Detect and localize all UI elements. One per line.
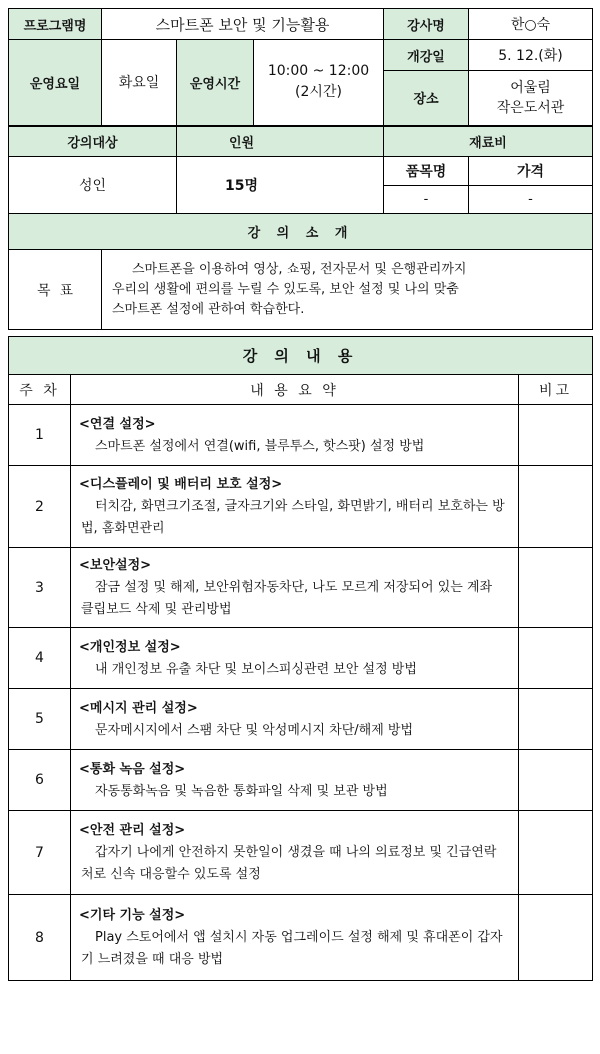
item-label: 품목명 <box>384 157 469 186</box>
topic-desc: 내 개인정보 유출 차단 및 보이스피싱관련 보안 설정 방법 <box>95 661 417 677</box>
goal-label: 목 표 <box>9 250 102 330</box>
summary-cell <box>71 811 519 895</box>
week-number: 2 <box>9 466 71 548</box>
table-row <box>9 466 593 548</box>
time-label: 운영시간 <box>177 40 254 126</box>
price-value: - <box>469 186 593 214</box>
week-number: 3 <box>9 548 71 628</box>
topic-title: <통화 녹음 설정> <box>79 761 186 777</box>
note-cell <box>519 466 593 548</box>
topic-desc: 자동통화녹음 및 녹음한 통화파일 삭제 및 보관 방법 <box>95 783 388 799</box>
program-label: 프로그램명 <box>9 9 102 40</box>
table-row <box>9 548 593 628</box>
program-value: 스마트폰 보안 및 기능활용 <box>102 9 384 40</box>
table-row <box>9 628 593 689</box>
topic-desc: 잠금 설정 및 해제, 보안위험자동차단, 나도 모르게 저장되어 있는 계좌 클립보드 삭제 및 관리방법 <box>81 580 493 617</box>
col-summary-header: 내 용 요 약 <box>71 375 519 405</box>
table-row <box>9 689 593 750</box>
col-week-header: 주 차 <box>9 375 71 405</box>
week-number: 6 <box>9 750 71 811</box>
summary-cell <box>71 895 519 981</box>
goal-text <box>102 250 593 330</box>
intro-section-title: 강 의 소 개 <box>9 214 593 250</box>
day-value: 화요일 <box>102 40 177 126</box>
topic-desc: 스마트폰 설정에서 연결(wifi, 블루투스, 핫스팟) 설정 방법 <box>95 438 425 454</box>
summary-cell <box>71 548 519 628</box>
instructor-label: 강사명 <box>384 9 469 40</box>
note-cell <box>519 689 593 750</box>
topic-desc: 갑자기 나에게 안전하지 못한일이 생겼을 때 나의 의료정보 및 긴급연락처로 신속 대응할수 있도록 설정 <box>81 845 497 882</box>
instructor-value: 한○숙 <box>469 9 593 40</box>
note-cell <box>519 405 593 466</box>
topic-title: <보안설정> <box>79 558 152 573</box>
goal-line-2: 우리의 생활에 편의를 누릴 수 있도록, 보안 설정 및 나의 맞춤 <box>112 281 459 297</box>
course-info-table <box>8 8 593 330</box>
day-label: 운영요일 <box>9 40 102 126</box>
start-label: 개강일 <box>384 40 469 71</box>
table-row <box>9 811 593 895</box>
course-content-table <box>8 336 593 981</box>
summary-cell <box>71 466 519 548</box>
topic-title: <개인정보 설정> <box>79 639 181 655</box>
note-cell <box>519 750 593 811</box>
place-label: 장소 <box>384 71 469 126</box>
time-value-line2: (2시간) <box>295 84 342 101</box>
count-value: 15명 <box>177 157 384 214</box>
time-value <box>254 40 384 126</box>
place-value-line1: 어울림 <box>510 79 551 96</box>
week-number: 4 <box>9 628 71 689</box>
time-value-line1: 10:00 ~ 12:00 <box>267 63 370 80</box>
summary-cell <box>71 628 519 689</box>
col-note-header: 비고 <box>519 375 593 405</box>
table-row <box>9 405 593 466</box>
price-label: 가격 <box>469 157 593 186</box>
week-number: 5 <box>9 689 71 750</box>
goal-line-3: 스마트폰 설정에 관하여 학습한다. <box>112 301 305 317</box>
topic-desc: 터치감, 화면크기조절, 글자크기와 스타일, 화면밝기, 배터리 보호하는 방법, 홈화면관리 <box>81 499 505 536</box>
week-number: 8 <box>9 895 71 981</box>
topic-title: <기타 기능 설정> <box>79 908 186 923</box>
material-label: 재료비 <box>384 126 593 157</box>
note-cell <box>519 548 593 628</box>
topic-title: <안전 관리 설정> <box>79 823 186 838</box>
note-cell <box>519 628 593 689</box>
target-value: 성인 <box>9 157 177 214</box>
place-value <box>469 71 593 126</box>
table-row <box>9 895 593 981</box>
week-number: 1 <box>9 405 71 466</box>
start-value: 5. 12.(화) <box>469 40 593 71</box>
topic-title: <연결 설정> <box>79 416 156 432</box>
place-value-line2: 작은도서관 <box>496 99 565 116</box>
summary-cell <box>71 405 519 466</box>
topic-desc: 문자메시지에서 스팸 차단 및 악성메시지 차단/해제 방법 <box>95 722 414 738</box>
summary-cell <box>71 689 519 750</box>
note-cell <box>519 895 593 981</box>
table-row <box>9 750 593 811</box>
week-number: 7 <box>9 811 71 895</box>
item-value: - <box>384 186 469 214</box>
content-section-title: 강 의 내 용 <box>9 337 593 375</box>
topic-title: <디스플레이 및 배터리 보호 설정> <box>79 477 283 492</box>
topic-title: <메시지 관리 설정> <box>79 700 198 716</box>
topic-desc: Play 스토어에서 앱 설치시 자동 업그레이드 설정 해제 및 휴대폰이 갑자기 느려졌을 때 대응 방법 <box>81 930 503 967</box>
summary-cell <box>71 750 519 811</box>
count-label: 인원 <box>177 126 384 157</box>
goal-line-1: 스마트폰을 이용하여 영상, 쇼핑, 전자문서 및 은행관리까지 <box>132 261 467 277</box>
note-cell <box>519 811 593 895</box>
target-label: 강의대상 <box>9 126 177 157</box>
